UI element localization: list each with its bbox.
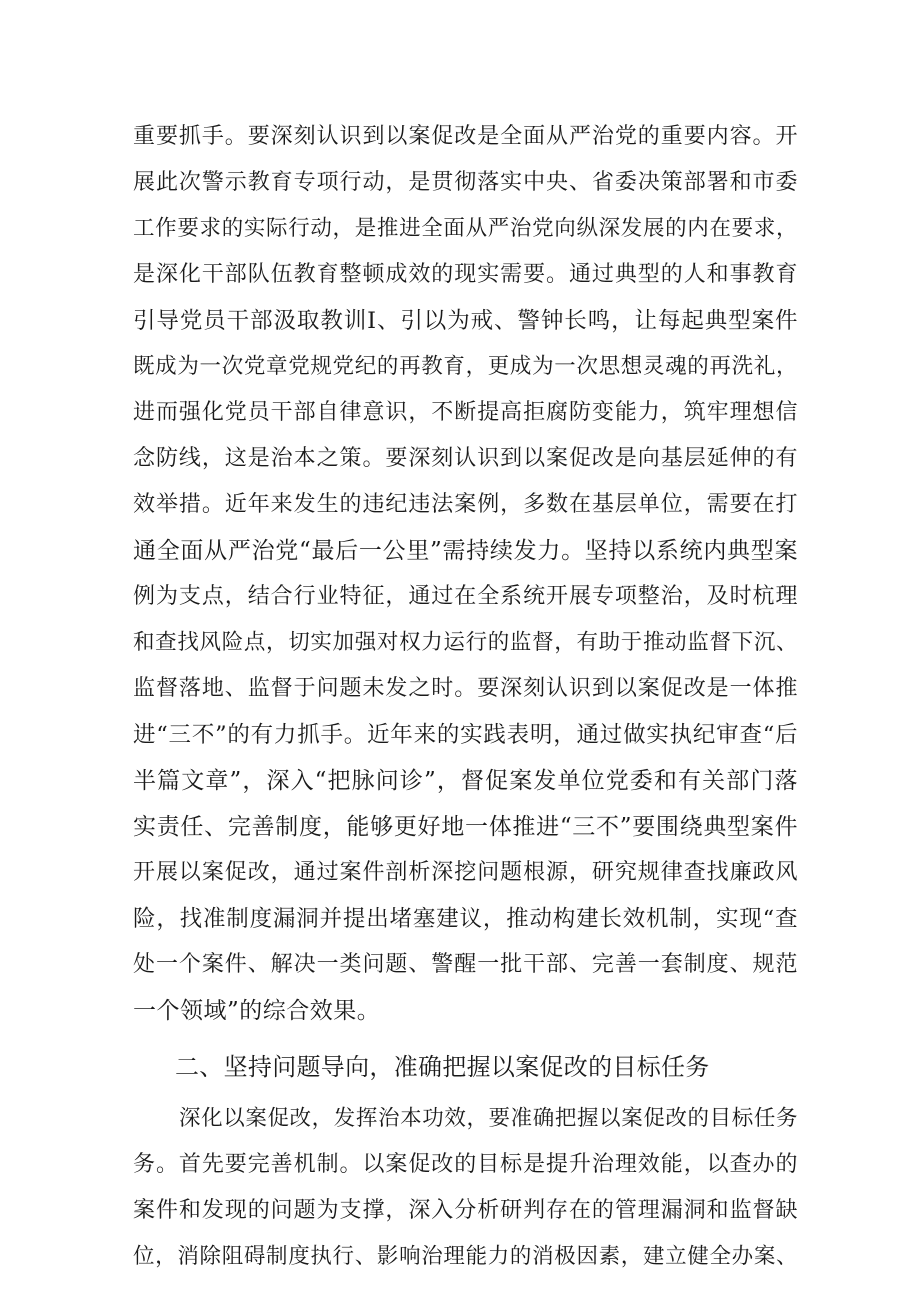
body-text-line: 工作要求的实际行动，是推进全面从严治党向纵深发展的内在要求， [133,216,798,241]
body-text-line: 既成为一次党章党规党纪的再教育，更成为一次思想灵魂的再洗礼， [133,354,798,379]
body-text-line: 进而强化党员干部自律意识，不断提高拒腐防变能力，筑牢理想信 [133,400,798,425]
body-text-line: 效举措。近年来发生的违纪违法案例，多数在基层单位，需要在打 [133,492,798,517]
section-heading: 二、坚持问题导向，准确把握以案促改的目标任务 [175,1053,710,1081]
body-text-line: 半篇文章”，深入“把脉问诊”，督促案发单位党委和有关部门落 [133,768,798,794]
body-text-line: 开展以案促改，通过案件剖析深挖问题根源，研究规律查找廉政风 [133,860,798,885]
body-text-line: 监督落地、监督于问题未发之时。要深刻认识到以案促改是一体推 [133,676,798,701]
body-text-line: 实责任、完善制度，能够更好地一体推进“三不”要围绕典型案件 [133,814,798,840]
body-text-line: 案件和发现的问题为支撑，深入分析研判存在的管理漏洞和监督缺 [133,1198,798,1223]
body-text-line: 处一个案件、解决一类问题、警醒一批干部、完善一套制度、规范 [133,952,798,977]
body-text-line: 是深化干部队伍教育整顿成效的现实需要。通过典型的人和事教育 [133,262,798,287]
body-text-line: 念防线，这是治本之策。要深刻认识到以案促改是向基层延伸的有 [133,446,798,471]
body-text-line: 一个领域”的综合效果。 [133,998,381,1024]
body-text-line: 重要抓手。要深刻认识到以案促改是全面从严治党的重要内容。开 [133,124,798,149]
body-text-line: 引导党员干部汲取教训I、引以为戒、警钟长鸣，让每起典型案件 [133,308,798,334]
body-text-line: 深化以案促改，发挥治本功效，要准确把握以案促改的目标任务 [179,1106,798,1131]
body-text-line: 位，消除阻碍制度执行、影响治理能力的消极因素，建立健全办案、 [133,1244,798,1269]
document-body [133,114,798,1280]
body-text-line: 务。首先要完善机制。以案促改的目标是提升治理效能，以查办的 [133,1152,798,1177]
body-text-line: 险，找准制度漏洞并提出堵塞建议，推动构建长效机制，实现“查 [133,906,798,932]
body-text-line: 进“三不”的有力抓手。近年来的实践表明，通过做实执纪审查“后 [133,722,798,748]
body-text-line: 通全面从严治党“最后一公里”需持续发力。坚持以系统内典型案 [133,538,798,564]
body-text-line: 例为支点，结合行业特征，通过在全系统开展专项整治，及时杭理 [133,584,798,609]
body-text-line: 展此次警示教育专项行动，是贯彻落实中央、省委决策部署和市委 [133,170,798,195]
body-text-line: 和查找风险点，切实加强对权力运行的监督，有助于推动监督下沉、 [133,630,798,655]
